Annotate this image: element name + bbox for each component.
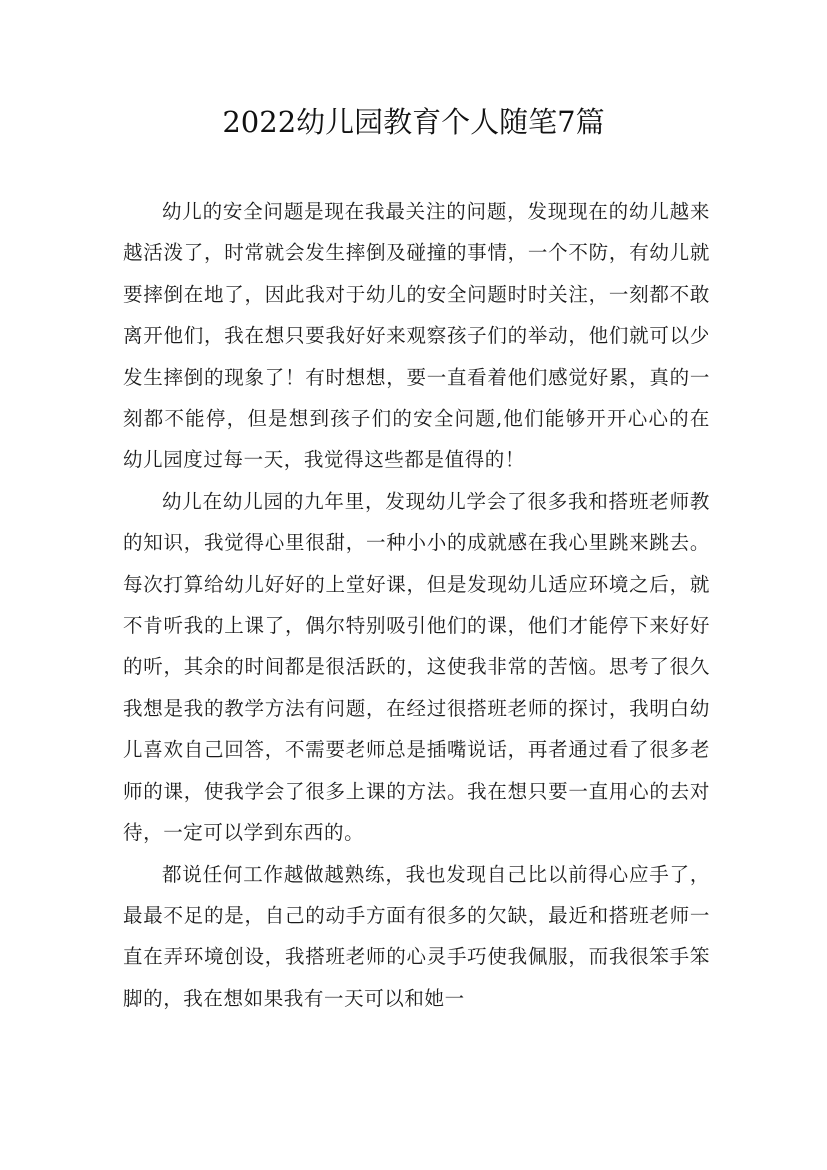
paragraph-3: 都说任何工作越做越熟练，我也发现自己比以前得心应手了，最最不足的是，自己的动手方面有很多的欠缺，最近和搭班老师一直在弄环境创设，我搭班老师的心灵手巧使我佩服，而我很笨手笨脚的，我在想如果我有一天可以和她一	[123, 862, 710, 1010]
paragraph-2: 幼儿在幼儿园的九年里，发现幼儿学会了很多我和搭班老师教的知识，我觉得心里很甜，一种小小的成就感在我心里跳来跳去。每次打算给幼儿好好的上堂好课，但是发现幼儿适应环境之后，就不肯听我的上课了，偶尔特别吸引他们的课，他们才能停下来好好的听，其余的时间都是很活跃的，这使我非常的苦恼。思考了很久我想是我的教学方法有问题，在经过很搭班老师的探讨，我明白幼儿喜欢自己回答，不需要老师总是插嘴说话，再者通过看了很多老师的课，使我学会了很多上课的方法。我在想只要一直用心的去对待，一定可以学到东西的。	[123, 489, 710, 845]
document-title: 2022幼儿园教育个人随笔7篇	[222, 105, 605, 139]
document-body	[123, 191, 710, 1019]
paragraph-1: 幼儿的安全问题是现在我最关注的问题，发现现在的幼儿越来越活泼了，时常就会发生摔倒及碰撞的事情，一个不防，有幼儿就要摔倒在地了，因此我对于幼儿的安全问题时时关注，一刻都不敢离开他们，我在想只要我好好来观察孩子们的举动，他们就可以少发生摔倒的现象了！有时想想，要一直看着他们感觉好累，真的一刻都不能停，但是想到孩子们的安全问题,他们能够开开心心的在幼儿园度过每一天，我觉得这些都是值得的！	[123, 200, 710, 472]
